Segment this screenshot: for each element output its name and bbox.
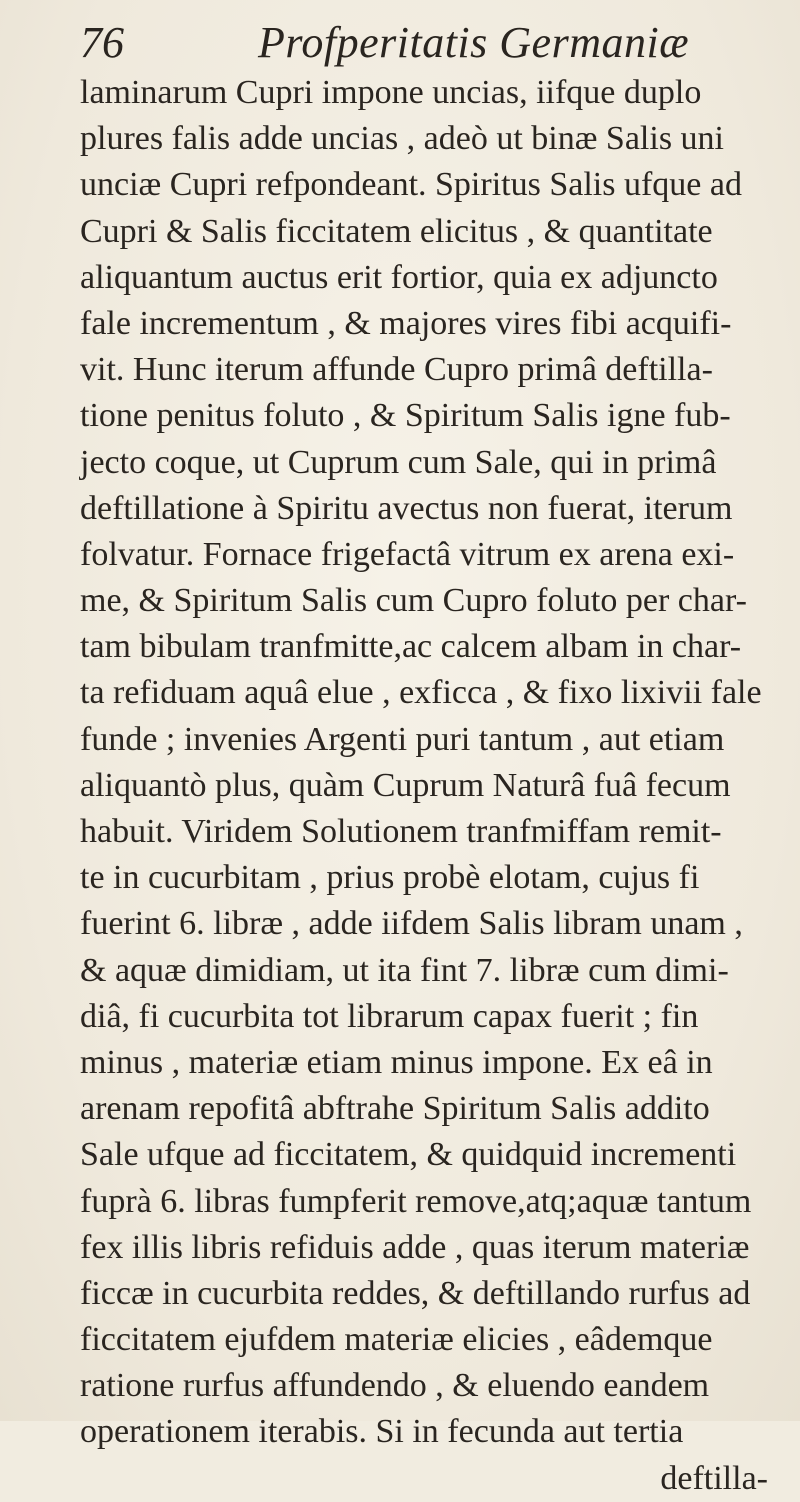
page-number: 76	[80, 18, 124, 67]
text-line: aliquantum auctus erit fortior, quia ex adjuncto	[80, 258, 718, 296]
text-line: plures falis adde uncias , adeò ut binæ Salis uni	[80, 120, 724, 158]
text-line: arenam repofitâ abftrahe Spiritum Salis addito	[80, 1090, 710, 1128]
text-line: fale incrementum , & majores vires fibi acquifi-	[80, 304, 732, 342]
text-line: Cupri & Salis ficcitatem elicitus , & quantitate	[80, 212, 713, 250]
text-line: tam bibulam tranfmitte,ac calcem albam in char-	[80, 628, 742, 666]
text-line: Sale ufque ad ficcitatem, & quidquid incrementi	[80, 1136, 737, 1174]
text-line: diâ, fi cucurbita tot librarum capax fuerit ; fin	[80, 997, 699, 1035]
text-line: habuit. Viridem Solutionem tranfmiffam remit-	[80, 813, 722, 850]
text-line: te in cucurbitam , prius probè elotam, cujus fi	[80, 859, 700, 897]
text-line: me, & Spiritum Salis cum Cupro foluto per char-	[80, 582, 747, 620]
text-line: aliquantò plus, quàm Cuprum Naturâ fuâ fecum	[80, 766, 731, 804]
text-line: vit. Hunc iterum affunde Cupro primâ deftilla-	[80, 351, 713, 389]
text-line: minus , materiæ etiam minus impone. Ex eâ in	[80, 1043, 713, 1081]
text-line: unciæ Cupri refpondeant. Spiritus Salis ufque ad	[80, 166, 742, 204]
text-line: ficcæ in cucurbita reddes, & deftillando rurfus ad	[80, 1274, 751, 1312]
text-line: jecto coque, ut Cuprum cum Sale, qui in primâ	[80, 443, 717, 481]
running-head	[80, 18, 800, 68]
running-title: Profperitatis Germaniæ	[258, 18, 690, 67]
text-line: tione penitus foluto , & Spiritum Salis igne fub-	[80, 397, 731, 435]
text-line: funde ; invenies Argenti puri tantum , aut etiam	[80, 720, 725, 758]
text-line: deftillatione à Spiritu avectus non fuerat, iterum	[80, 489, 733, 527]
text-line: fex illis libris refiduis adde , quas iterum materiæ	[80, 1228, 750, 1266]
text-line: fuprà 6. libras fumpferit remove,atq;aquæ tantum	[80, 1182, 752, 1220]
text-line: ratione rurfus affundendo , & eluendo eandem	[80, 1367, 710, 1405]
text-line: & aquæ dimidiam, ut ita fint 7. libræ cum dimi-	[80, 951, 729, 989]
text-line: ta refiduam aquâ elue , exficca , & fixo lixivii fale	[80, 674, 762, 712]
body-text	[80, 70, 796, 1502]
text-line: operationem iterabis. Si in fecunda aut tertia	[80, 1413, 684, 1451]
text-line: fuerint 6. libræ , adde iifdem Salis libram unam ,	[80, 905, 743, 943]
text-line: folvatur. Fornace frigefactâ vitrum ex arena exi-	[80, 535, 735, 573]
text-line: laminarum Cupri impone uncias, iifque duplo	[80, 74, 702, 111]
catchword: deftilla-	[660, 1459, 768, 1497]
text-line: ficcitatem ejufdem materiæ elicies , eâdemque	[80, 1321, 713, 1359]
